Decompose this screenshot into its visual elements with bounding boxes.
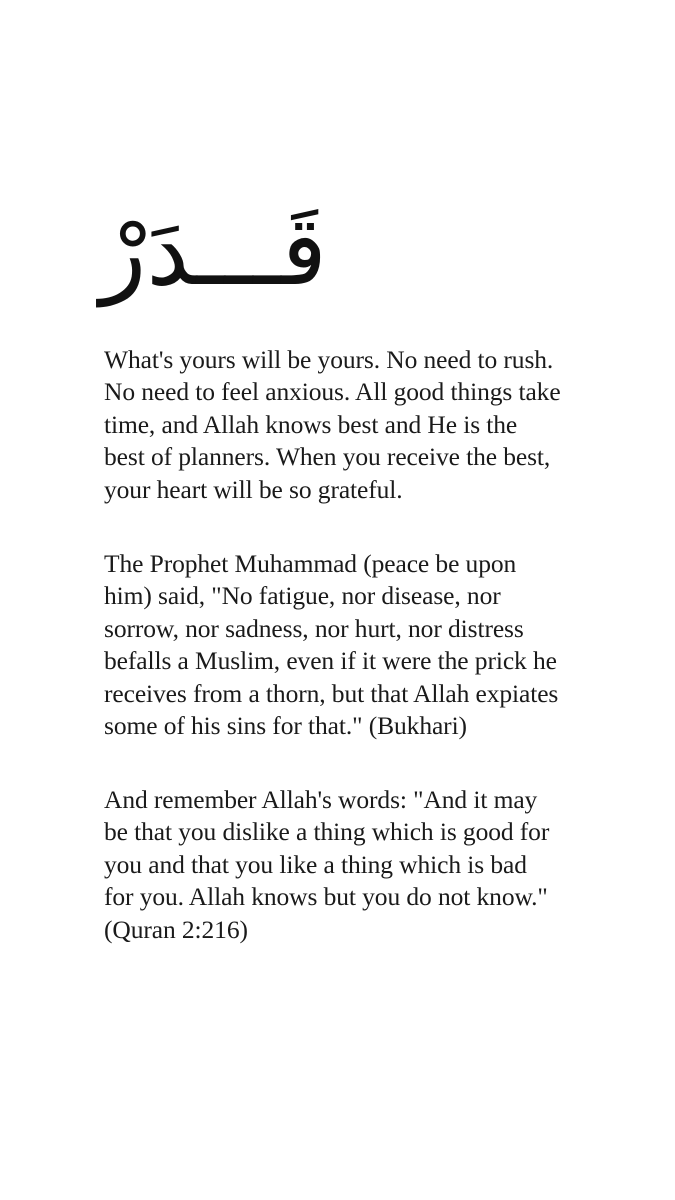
arabic-title: قَـــدَرْ	[100, 195, 328, 307]
paragraph-hadith	[104, 548, 604, 742]
text-line: time, and Allah knows best and He is the	[104, 409, 518, 439]
paragraph-reassurance	[104, 344, 604, 506]
text-line: (Quran 2:216)	[104, 914, 248, 944]
text-line: be that you dislike a thing which is good for	[104, 817, 550, 847]
text-line: you and that you like a thing which is bad	[104, 849, 527, 879]
text-line: receives from a thorn, but that Allah expiates	[104, 678, 559, 708]
text-line: The Prophet Muhammad (peace be upon	[104, 549, 517, 578]
text-line: And remember Allah's words: "And it may	[104, 785, 538, 814]
text-line: What's yours will be yours. No need to rush.	[104, 345, 554, 374]
text-line: befalls a Muslim, even if it were the prick he	[104, 646, 557, 676]
text-line: him) said, "No fatigue, nor disease, nor	[104, 581, 501, 611]
text-line: some of his sins for that." (Bukhari)	[104, 711, 467, 741]
text-line: best of planners. When you receive the best,	[104, 442, 551, 472]
text-line: for you. Allah knows but you do not know."	[104, 882, 548, 912]
paragraph-quran-verse	[104, 784, 604, 946]
text-line: your heart will be so grateful.	[104, 474, 403, 504]
text-line: sorrow, nor sadness, nor hurt, nor distress	[104, 613, 524, 643]
text-line: No need to feel anxious. All good things take	[104, 377, 561, 407]
